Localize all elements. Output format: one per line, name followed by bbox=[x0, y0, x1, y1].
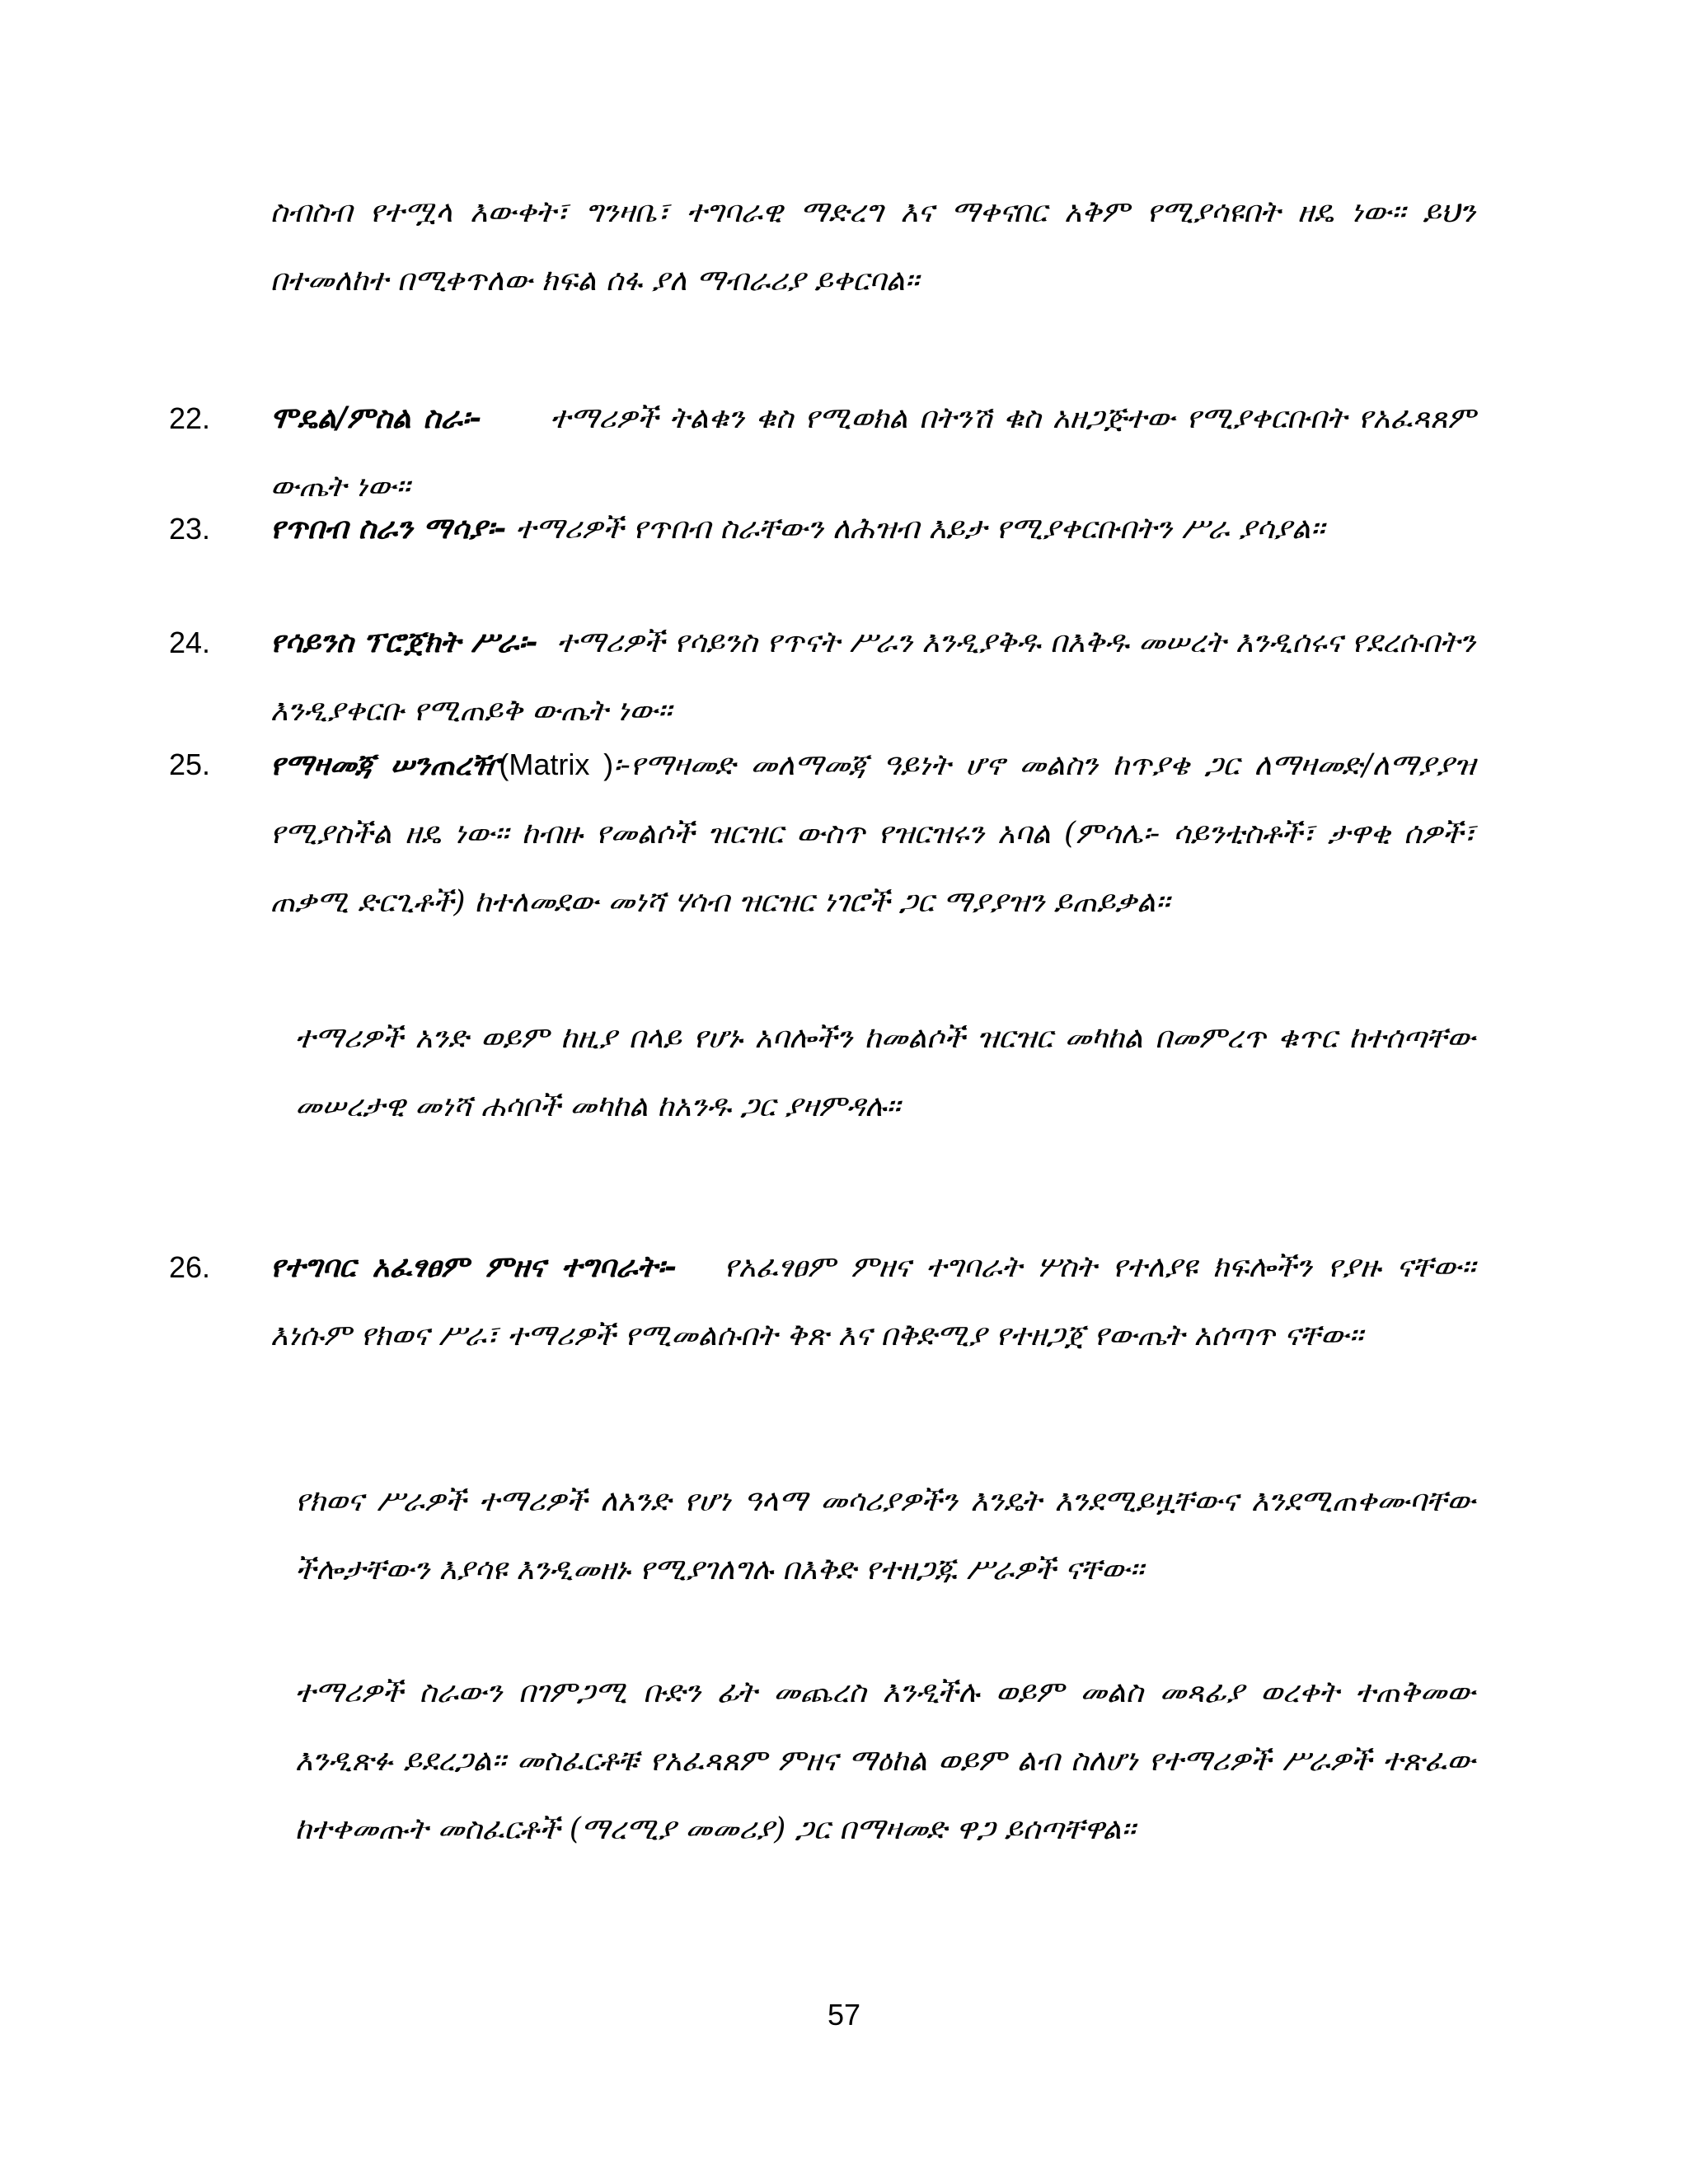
item-number: 22. bbox=[169, 401, 211, 435]
item-body bbox=[270, 608, 1475, 745]
item-number: 24. bbox=[169, 626, 211, 659]
item-term: የተግባር አፈፃፀም ምዘና ተግባራት፡- bbox=[270, 1249, 677, 1284]
item-number: 25. bbox=[169, 748, 211, 781]
list-item-24 bbox=[169, 608, 1476, 745]
item-term: ሞዴል/ምስል ስራ፡- bbox=[270, 401, 482, 435]
matrix-note-paragraph: ተማሪዎች አንድ ወይም ከዚያ በላይ የሆኑ አባሎችን ከመልሶች ዝርዝር መካከል በመምረጥ ቁጥር ከተሰጣቸው መሠረታዊ መነሻ ሐሳቦች መካከል ከአንዱ ጋር ያዛምዳሉ፡፡ bbox=[295, 1021, 1475, 1123]
item-number: 26. bbox=[169, 1250, 211, 1284]
item-term-latin: (Matrix ) bbox=[499, 748, 614, 781]
item-body bbox=[270, 730, 1475, 936]
item-text: የአፈፃፀም ምዘና ተግባራት ሦስት የተለያዩ ክፍሎችን የያዙ ናቸው፡፡ እነሱም የክወና ሥራ፣ ተማሪዎች የሚመልሱበት ቅጽ እና በቅድሚያ የተዘጋጀ የውጤት አሰጣጥ ናቸው፡፡ bbox=[270, 1250, 1475, 1352]
list-item-23 bbox=[169, 494, 1475, 563]
item-body bbox=[270, 494, 1475, 563]
item-text: ፡-የማዛመድ መለማመጃ ዓይነት ሆኖ መልስን ከጥያቄ ጋር ለማዛመድ/ለማያያዝ የሚያስችል ዘዴ ነው፡፡ ከብዙ የመልሶች ዝርዝር ውስጥ የዝርዝሩን አባል (ምሳሌ፡- ሳይንቲስቶች፣ ታዋቂ ሰዎች፣ ጠቃሚ ድርጊቶች) ከተለመደው መነሻ ሃሳብ ዝርዝር ነገሮች ጋር ማያያዝን ይጠይቃል፡፡ bbox=[270, 748, 1475, 919]
performance-note-1: የክወና ሥራዎች ተማሪዎች ለአንድ የሆነ ዓላማ መሳሪያዎችን እንዴት እንደሚይዟቸውና እንደሚጠቀሙባቸው ችሎታቸውን እያሳዩ እንዲመዘኑ የሚያገለግሉ በእቅድ የተዘጋጁ ሥራዎች ናቸው፡፡ bbox=[295, 1484, 1475, 1586]
list-item-25 bbox=[169, 730, 1475, 936]
item-term: የሳይንስ ፕሮጀክት ሥራ፡- bbox=[270, 625, 538, 659]
performance-note-2: ተማሪዎች ስራውን በገምጋሚ ቡድን ፊት መጨረስ እንዲችሉ ወይም መልስ መጻፊያ ወረቀት ተጠቅመው እንዲጽፉ ይደረጋል፡፡ መስፈርቶቹ የአፈጻጸም ምዘና ማዕከል ወይም ልብ ስለሆነ የተማሪዎች ሥራዎች ተጽፈው ከተቀመጡት መስፈርቶች (ማረሚያ መመሪያ) ጋር በማዛመድ ዋጋ ይሰጣቸዋል፡፡ bbox=[295, 1675, 1475, 1846]
item-number: 23. bbox=[169, 512, 211, 546]
list-item-26 bbox=[169, 1233, 1475, 1370]
item-text: ተማሪዎች የሳይንስ የጥናት ሥራን እንዲያቅዱ በእቅዱ መሠረት እንዲሰሩና የደረሱበትን እንዲያቀርቡ የሚጠይቅ ውጤት ነው፡፡ bbox=[270, 626, 1476, 728]
item-term: የጥበብ ስራን ማሳያ፡- bbox=[270, 511, 507, 546]
item-text: ተማሪዎች የጥበብ ስራቸውን ለሕዝብ እይታ የሚያቀርቡበትን ሥራ ያሳያል፡፡ bbox=[515, 512, 1325, 546]
item-body bbox=[270, 1233, 1475, 1370]
page-number: 57 bbox=[827, 1998, 861, 2032]
item-text: ተማሪዎች ትልቁን ቁስ የሚወክል በትንሽ ቁስ አዘጋጅተው የሚያቀርቡበት የአፈጻጸም ውጤት ነው፡፡ bbox=[270, 401, 1475, 504]
item-term: የማዛመጃ ሠንጠረዥ bbox=[270, 748, 499, 782]
intro-paragraph: ስብስብ የተሟላ እውቀት፣ ግንዛቤ፣ ተግባራዊ ማድረግ እና ማቀናበር አቅም የሚያሳዩበት ዘዴ ነው፡፡ ይህን በተመለከተ በሚቀጥለው ክፍል ሰፋ ያለ ማብራሪያ ይቀርባል፡፡ bbox=[270, 195, 1475, 298]
